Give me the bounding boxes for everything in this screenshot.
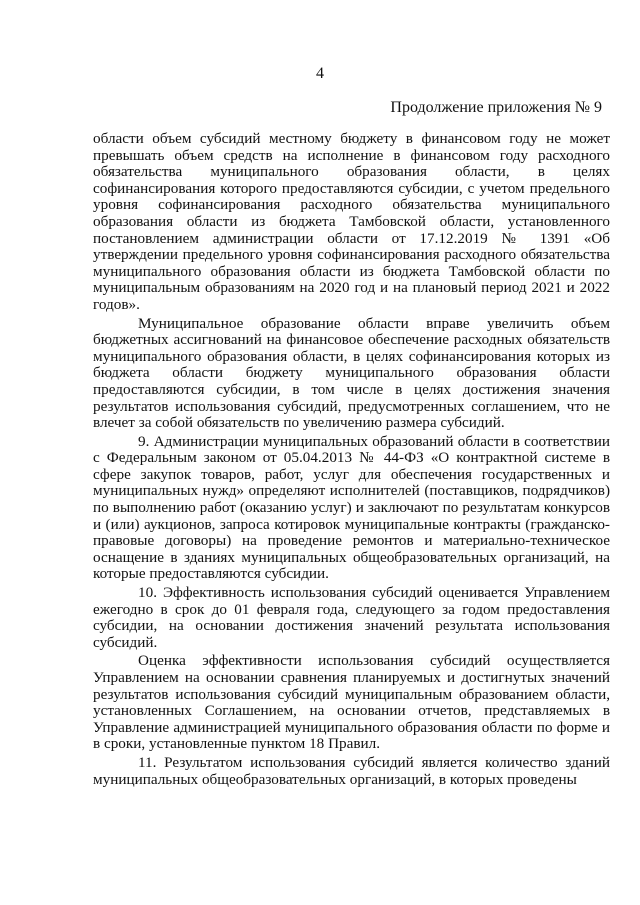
- page-number: 4: [316, 65, 324, 82]
- paragraph-item-10: 10. Эффективность использования субсидий оценивается Управлением ежегодно в срок до 01 февраля года, следующего за годом предоставления субсидии, на основании достижения значений результата использования субсидий.: [93, 584, 610, 651]
- paragraph: Муниципальное образование области вправе увеличить объем бюджетных ассигнований на финансовое обеспечение расходных обязательств муниципального образования области, в целях софинансирования которых из бюджета области бюджету муниципального образования области предоставляются субсидии, в том числе в целях достижения значения результатов использования субсидий, предусмотренных соглашением, что не влечет за собой обязательств по увеличению размера субсидий.: [93, 314, 610, 432]
- document-body: [93, 131, 610, 788]
- paragraph: области объем субсидий местному бюджету в финансовом году не может превышать объем средств на исполнение в финансовом году расходного обязательства муниципального образования области, в целях софинансирования которого предоставляются субсидии, с учетом предельного уровня софинансирования расходного обязательства муниципального образования области из бюджета Тамбовской области, установленного постановлением администрации области от 17.12.2019 № 1391 «Об утверждении предельного уровня софинансирования расходного обязательства муниципального образования области из бюджета Тамбовской области по муниципальным образованиям на 2020 год и на плановый период 2021 и 2022 годов».: [93, 130, 610, 313]
- appendix-continuation-note: Продолжение приложения № 9: [390, 99, 602, 116]
- paragraph: Оценка эффективности использования субсидий осуществляется Управлением на основании сравнения планируемых и достигнутых значений результатов использования субсидий муниципальным образованием области, установленных Соглашением, на основании отчетов, представляемых в Управление администрацией муниципального образования области по форме и в сроки, установленные пунктом 18 Правил.: [93, 652, 610, 753]
- paragraph-item-9: 9. Администрации муниципальных образований области в соответствии с Федеральным законом от 05.04.2013 № 44-ФЗ «О контрактной системе в сфере закупок товаров, работ, услуг для обеспечения государственных и муниципальных нужд» определяют исполнителей (поставщиков, подрядчиков) по выполнению работ (оказанию услуг) и заключают по результатам конкурсов и (или) аукционов, запроса котировок муниципальные контракты (гражданско-правовые договоры) на проведение ремонтов и материально-техническое оснащение в зданиях муниципальных общеобразовательных организаций, на которые предоставляются субсидии.: [93, 432, 610, 583]
- paragraph-item-11: 11. Результатом использования субсидий является количество зданий муниципальных общеобразовательных организаций, в которых проведены: [93, 753, 610, 788]
